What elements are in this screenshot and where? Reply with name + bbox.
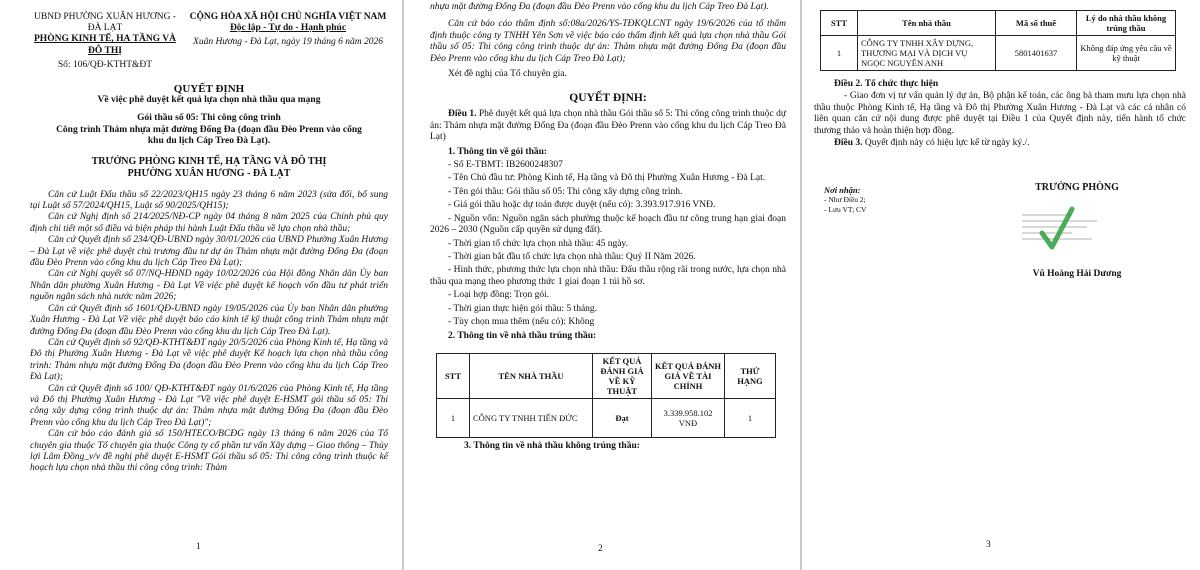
article-1-text: Phê duyệt kết quả lựa chọn nhà thầu Gói thầu số 5: Thi công công trình thuộc dự án: Thảm nhựa mặt đường Đống Đa (đoạn đầu Đèo Prenn vào cổng khu du lịch Cáp Treo Đà Lạt) bbox=[430, 109, 786, 143]
appraisal-basis: Căn cứ báo cáo thẩm định số:08a/2026/YS-TĐKQLCNT ngày 19/6/2026 của tổ thẩm định thuộc công ty TNHH Yên Sơn về việc báo cáo thẩm định kết quả lựa chọn nhà thầu Gói thầu số 05: Thi công công trình thuộc dự án: Thảm nhựa mặt đường Đống Đa (đoạn đầu Đèo Prenn vào cổng khu du lịch Cáp Treo Đà Lạt); bbox=[430, 19, 786, 64]
section-losing-bidder: 3. Thông tin về nhà thầu không trúng thầu: bbox=[464, 440, 640, 451]
article-1 bbox=[430, 109, 786, 143]
winning-bidder-table bbox=[436, 353, 776, 438]
col-header: KẾT QUẢ ĐÁNH GIÁ VỀ KỸ THUẬT bbox=[593, 353, 652, 398]
page-number: 2 bbox=[598, 544, 603, 554]
basis-continuation: nhựa mặt đường Đống Đa (đoạn đầu Đèo Prenn vào cổng khu du lịch Cáp Treo Đà Lạt). bbox=[430, 2, 769, 12]
article-2-label: Điều 2. bbox=[834, 79, 863, 89]
table-header-row bbox=[821, 11, 1176, 36]
table-cell: CÔNG TY TNHH XÂY DỰNG, THƯƠNG MẠI VÀ DỊCH VỤ NGỌC NGUYÊN ANH bbox=[858, 36, 996, 71]
legal-basis-list bbox=[30, 190, 388, 475]
package-line-2: Công trình Thảm nhựa mặt đường Đống Đa (đoạn đầu Đèo Prenn vào cổng bbox=[56, 124, 362, 135]
recipient-item: - Lưu VT; CV bbox=[824, 204, 867, 214]
losing-bidder-table bbox=[820, 10, 1176, 71]
package-info-item: - Thời gian tổ chức lựa chọn nhà thầu: 45 ngày. bbox=[448, 238, 628, 249]
digital-signature-stamp bbox=[1002, 197, 1152, 263]
place-date: Xuân Hương - Đà Lạt, ngày 19 tháng 6 năm 2026 bbox=[193, 37, 383, 48]
table-row bbox=[821, 36, 1176, 71]
table-cell: CÔNG TY TNHH TIẾN ĐỨC bbox=[470, 398, 593, 437]
legal-basis-item: Căn cứ Quyết định số 100/ QĐ-KTHT&ĐT ngày 01/6/2026 của Phòng Kinh tế, Hạ tầng và Đô thị Phường Xuân Hương - Đà Lạt "Về việc phê duyệt E-HSMT gói thầu số 05: Thi công xây dựng công trình thuộc dự án: Thảm nhựa mặt đường Đống Đa (đoạn đầu Đèo Prenn vào cổng khu du lịch Cáp Treo Đà Lạt)"; bbox=[30, 383, 388, 428]
package-info-item: - Thời gian bắt đầu tổ chức lựa chọn nhà thầu: Quý II Năm 2026. bbox=[448, 251, 696, 262]
recipients-title: Nơi nhận: bbox=[824, 185, 861, 195]
article-2-text: - Giao đơn vị tư vấn quản lý dự án, Bộ phận kế toán, các ông bà tham mưu lựa chọn nhà thầu thuộc Phòng Kinh tế, Hạ tầng và Đô thị Phường Xuân Hương - Đà Lạt và các cá nhân có liên quan căn cứ nội dung được phê duyệt tại Điều 1 của Quyết định này, tiến hành tổ chức thương thảo và hoàn thiện hợp đồng. bbox=[814, 91, 1186, 136]
package-info-item: - Tên gói thầu: Gói thầu số 05: Thi công xây dựng công trình. bbox=[448, 186, 683, 197]
col-header: KẾT QUẢ ĐÁNH GIÁ VỀ TÀI CHÍNH bbox=[652, 353, 725, 398]
col-header: STT bbox=[821, 11, 858, 36]
col-header: Tên nhà thầu bbox=[858, 11, 996, 36]
col-header: STT bbox=[437, 353, 470, 398]
table-cell: Đạt bbox=[593, 398, 652, 437]
agency-name: UBND PHƯỜNG XUÂN HƯƠNG - ĐÀ LẠT bbox=[34, 12, 176, 34]
package-line-3: khu du lịch Cáp Treo Đà Lạt). bbox=[147, 136, 271, 147]
document-page-3 bbox=[802, 0, 1200, 570]
legal-basis-item: Căn cứ Quyết định số 1601/QĐ-UBND ngày 19/05/2026 của Ủy ban Nhân dân phường Xuân Hương - Đà Lạt Về việc phê duyệt báo cáo kinh tế kỹ thuật công trình Thảm nhựa mặt đường Đống Đa (đoạn đầu Đèo Prenn vào cổng khu du lịch Cáp Treo Đà Lạt). bbox=[30, 303, 388, 337]
section-winning-bidder: 2. Thông tin về nhà thầu trúng thầu: bbox=[448, 331, 597, 342]
package-info-item: - Thời gian thực hiện gói thầu: 5 tháng. bbox=[448, 303, 598, 314]
document-page-1 bbox=[0, 0, 402, 570]
package-info-item: - Giá gói thầu hoặc dự toán được duyệt (nếu có): 3.393.917.916 VNĐ. bbox=[448, 200, 716, 211]
package-info-item: - Tùy chọn mua thêm (nếu có): Không bbox=[448, 316, 595, 327]
signer-name: Vũ Hoàng Hải Dương bbox=[1032, 269, 1122, 279]
legal-basis-item: Căn cứ Quyết định số 92/QĐ-KTHT&ĐT ngày 20/5/2026 của Phòng Kinh tế, Hạ tầng và Đô thị Phường Xuân Hương - Đà Lạt về việc phê duyệt Kế hoạch lựa chọn nhà thầu công trình: Thảm nhựa mặt đường Đống Đa (đoạn đầu Đèo Prenn vào cổng khu du lịch Cáp Treo Đà Lạt); bbox=[30, 337, 388, 383]
recipient-item: - Như Điều 2; bbox=[824, 195, 866, 204]
expert-proposal: Xét đề nghị của Tổ chuyên gia. bbox=[448, 69, 567, 80]
article-3-text: Quyết định này có hiệu lực kể từ ngày ký./. bbox=[862, 138, 1030, 149]
document-title: QUYẾT ĐỊNH bbox=[173, 83, 245, 96]
table-cell: 3.339.958.102 VNĐ bbox=[652, 398, 725, 437]
authority-line-2: PHƯỜNG XUÂN HƯƠNG - ĐÀ LẠT bbox=[127, 167, 291, 179]
recipients-block bbox=[824, 185, 944, 214]
col-header: Mã số thuế bbox=[996, 11, 1077, 36]
document-page-2 bbox=[404, 0, 800, 570]
package-line-1: Gói thầu số 05: Thi công công trình bbox=[137, 113, 281, 124]
package-info-item: - Tên Chủ đầu tư: Phòng Kinh tế, Hạ tầng và Đô thị Phường Xuân Hương - Đà Lạt. bbox=[448, 173, 766, 184]
section-package-info: 1. Thông tin về gói thầu: bbox=[448, 146, 548, 157]
article-1-label: Điều 1. bbox=[448, 109, 477, 120]
table-cell: 1 bbox=[821, 36, 858, 71]
col-header: TÊN NHÀ THẦU bbox=[470, 353, 593, 398]
document-number: Số: 106/QĐ-KTHT&ĐT bbox=[57, 59, 153, 70]
legal-basis-item: Căn cứ Quyết định số 234/QĐ-UBND ngày 30/01/2026 của UBND Phường Xuân Hương – Đà Lạt về việc phê duyệt chủ trương đầu tư dự án Thảm nhựa mặt đường Đống Đa (đoạn đầu Đèo Prenn vào cổng khu du lịch Cáp Treo Đà Lạt); bbox=[30, 235, 388, 269]
article-2-title: Tổ chức thực hiện bbox=[862, 79, 939, 89]
signer-title: TRƯỞNG PHÒNG bbox=[1035, 182, 1119, 193]
table-row bbox=[437, 398, 776, 437]
col-header: THỨ HẠNG bbox=[725, 353, 776, 398]
col-header: Lý do nhà thầu không trúng thầu bbox=[1077, 11, 1176, 36]
authority-line-1: TRƯỞNG PHÒNG KINH TẾ, HẠ TẦNG VÀ ĐÔ THỊ bbox=[91, 155, 327, 167]
table-cell: 1 bbox=[437, 398, 470, 437]
document-header bbox=[30, 12, 388, 71]
table-cell: 5801401637 bbox=[996, 36, 1077, 71]
table-cell: 1 bbox=[725, 398, 776, 437]
legal-basis-item: Căn cứ Nghị quyết số 07/NQ-HĐND ngày 10/02/2026 của Hội đồng Nhân dân Ủy ban Nhân dân phường Xuân Hương - Đà Lạt Về việc phê duyệt kế hoạch vốn đầu tư phát triển nguồn ngân sách nhà nước năm 2026; bbox=[30, 269, 388, 303]
legal-basis-item: Căn cứ Luật Đấu thầu số 22/2023/QH15 ngày 23 tháng 6 năm 2023 (sửa đổi, bổ sung tại Luật số 57/2024/QH15, Luật số 90/2025/QH15); bbox=[30, 189, 388, 212]
legal-basis-item: Căn cứ Nghị định số 214/2025/NĐ-CP ngày 04 tháng 8 năm 2025 của Chính phủ quy định chi tiết một số điều và biện pháp thi hành Luật Đấu thầu về lựa chọn nhà thầu; bbox=[30, 212, 388, 234]
article-3 bbox=[834, 138, 1186, 149]
national-motto: Độc lập - Tự do - Hạnh phúc bbox=[229, 23, 347, 34]
department-name: PHÒNG KINH TẾ, HẠ TẦNG VÀ ĐÔ THỊ bbox=[34, 34, 176, 56]
table-cell: Không đáp ứng yêu cầu về kỹ thuật bbox=[1077, 36, 1176, 71]
package-info-item: - Loại hợp đồng: Trọn gói. bbox=[448, 290, 550, 301]
signature-block bbox=[1002, 182, 1152, 279]
article-3-label: Điều 3. bbox=[834, 138, 863, 149]
document-subject: Về việc phê duyệt kết quả lựa chọn nhà thầu qua mạng bbox=[97, 95, 321, 106]
signature-checkmark-icon bbox=[1002, 197, 1152, 263]
page-number: 3 bbox=[986, 540, 991, 550]
article-2-heading bbox=[834, 79, 1186, 90]
legal-basis-item: Căn cứ báo cáo đánh giá số 150/HTECO/BCĐG ngày 13 tháng 6 năm 2026 của Tổ chuyên gia thuộc Tổ chuyên gia thuộc Công ty cổ phần tư vấn Xây dựng – Giao thông – Thủy lợi Lâm Đồng_v/v đề nghị phê duyệt E-HSMT Gói thầu số 05: Thi công công trình thuộc kế hoạch lựa chọn nhà thầu thi công công trình: Thảm bbox=[30, 429, 388, 474]
package-info-item: - Số E-TBMT: IB2600248307 bbox=[448, 160, 563, 171]
country-name: CỘNG HÒA XÃ HỘI CHỦ NGHĨA VIỆT NAM bbox=[189, 12, 387, 22]
page-number: 1 bbox=[196, 542, 201, 552]
package-info-list bbox=[430, 160, 786, 328]
package-info-item: - Nguồn vốn: Nguồn ngân sách phường thuộc kế hoạch đầu tư công trung hạn giai đoạn 2026 – 2030 (Nguồn cấp quyền sử dụng đất). bbox=[430, 213, 786, 236]
package-info-item: - Hình thức, phương thức lựa chọn nhà thầu: Đấu thầu rộng rãi trong nước, lựa chọn nhà thầu qua mạng theo phương thức 1 giai đoạn 1 túi hồ sơ. bbox=[430, 265, 786, 287]
decision-heading: QUYẾT ĐỊNH: bbox=[569, 92, 647, 105]
table-header-row bbox=[437, 353, 776, 398]
